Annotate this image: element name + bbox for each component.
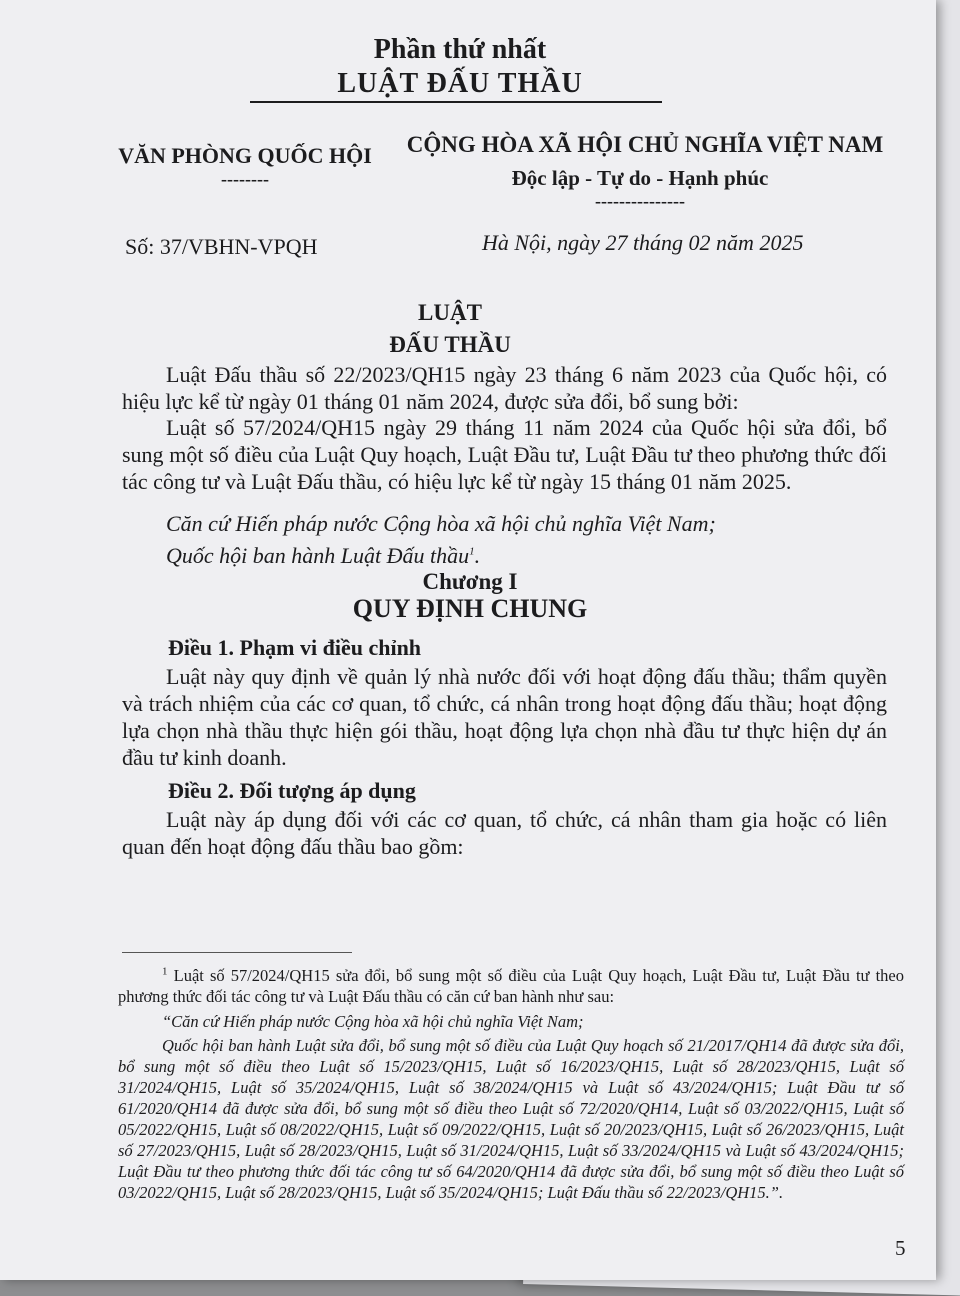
document-title-line1: LUẬT [418,300,482,325]
footnote-paragraph-1 [118,965,904,1007]
agency-dashes: -------- [221,169,269,189]
footnote-mark: 1 [162,965,168,978]
article-1-heading: Điều 1. Phạm vi điều chỉnh [168,635,422,660]
place-date: Hà Nội, ngày 27 tháng 02 năm 2025 [482,230,804,255]
agency-label: VĂN PHÒNG QUỐC HỘI [118,143,372,168]
legal-basis-1: Căn cứ Hiến pháp nước Cộng hòa xã hội chủ nghĩa Việt Nam; [166,511,716,536]
footnote-text-1: Luật số 57/2024/QH15 sửa đổi, bổ sung một số điều của Luật Quy hoạch, Luật Đầu tư, Luật Đầu tư theo phương thức đối tác công tư và Luật Đấu thầu có căn cứ ban hành như sau: [118,966,904,1006]
legal-basis-2 [166,542,886,569]
article-2-text: Luật này áp dụng đối với các cơ quan, tổ chức, cá nhân tham gia hoặc có liên quan đến hoạt động đấu thầu bao gồm: [122,807,887,859]
part-title: Phần thứ nhất [373,34,547,65]
footnote-ref-1: 1 [469,545,475,558]
motto-label: Độc lập - Tự do - Hạnh phúc [511,166,769,190]
nation-name: CỘNG HÒA XÃ HỘI CHỦ NGHĨA VIỆT NAM [406,132,884,157]
chapter-title: QUY ĐỊNH CHUNG [352,594,588,623]
footnote-separator [122,952,352,953]
agency-name [110,143,380,190]
document-title-line2: ĐẤU THẦU [389,332,511,357]
article-2-heading: Điều 2. Đối tượng áp dụng [168,778,416,803]
footnote-paragraph-3: Quốc hội ban hành Luật sửa đổi, bổ sung một số điều của Luật Quy hoạch số 21/2017/QH14 đã được sửa đổi, bổ sung một số điều theo Luật số 15/2023/QH15, Luật số 16/2023/QH15, Luật số 28/2023/QH15, Luật số 31/2024/QH15, Luật số 35/2024/QH15, Luật số 38/2024/QH15 và Luật số 43/2024/QH15; Luật Đầu tư số 61/2020/QH14 đã được sửa đổi, bổ sung một số điều theo Luật số 72/2020/QH14, Luật số 03/2022/QH15, Luật số 05/2022/QH15, Luật số 08/2022/QH15, Luật số 09/2022/QH15, Luật số 20/2023/QH15, Luật số 26/2023/QH15, Luật số 27/2023/QH15, Luật số 28/2023/QH15, Luật số 31/2024/QH15, Luật số 33/2024/QH15 và Luật số 43/2024/QH15; Luật Đầu tư theo phương thức đối tác công tư số 64/2020/QH14 đã được sửa đổi, bổ sung một số điều theo Luật số 03/2022/QH15, Luật số 28/2023/QH15, Luật số 35/2024/QH15; Luật Đấu thầu số 22/2023/QH15.”. [118,1036,904,1202]
intro-paragraph-2: Luật số 57/2024/QH15 ngày 29 tháng 11 năm 2024 của Quốc hội sửa đổi, bổ sung một số điều của Luật Quy hoạch, Luật Đầu tư, Luật Đầu tư theo phương thức đối tác công tư và Luật Đấu thầu, có hiệu lực kể từ ngày 15 tháng 01 năm 2025. [122,415,887,494]
legal-basis-2-text: Quốc hội ban hành Luật Đấu thầu [166,543,470,568]
footnote-paragraph-2: “Căn cứ Hiến pháp nước Cộng hòa xã hội chủ nghĩa Việt Nam; [162,1012,584,1031]
title-underline [250,101,662,103]
page-number: 5 [895,1236,906,1260]
chapter-number: Chương I [422,569,518,594]
motto-dashes: --------------- [595,191,685,211]
legal-basis-2-end: . [474,543,481,568]
law-name-heading: LUẬT ĐẤU THẦU [337,68,583,99]
document-number: Số: 37/VBHN-VPQH [125,234,318,259]
intro-paragraph-1: Luật Đấu thầu số 22/2023/QH15 ngày 23 tháng 6 năm 2023 của Quốc hội, có hiệu lực kể từ ngày 01 tháng 01 năm 2024, được sửa đổi, bổ sung bởi: [122,362,887,414]
article-1-text: Luật này quy định về quản lý nhà nước đối với hoạt động đấu thầu; thẩm quyền và trách nhiệm của các cơ quan, tổ chức, cá nhân trong hoạt động đấu thầu; hoạt động lựa chọn nhà thầu thực hiện gói thầu, hoạt động lựa chọn nhà đầu tư thực hiện dự án đầu tư kinh doanh. [122,664,887,770]
national-motto [430,166,850,212]
